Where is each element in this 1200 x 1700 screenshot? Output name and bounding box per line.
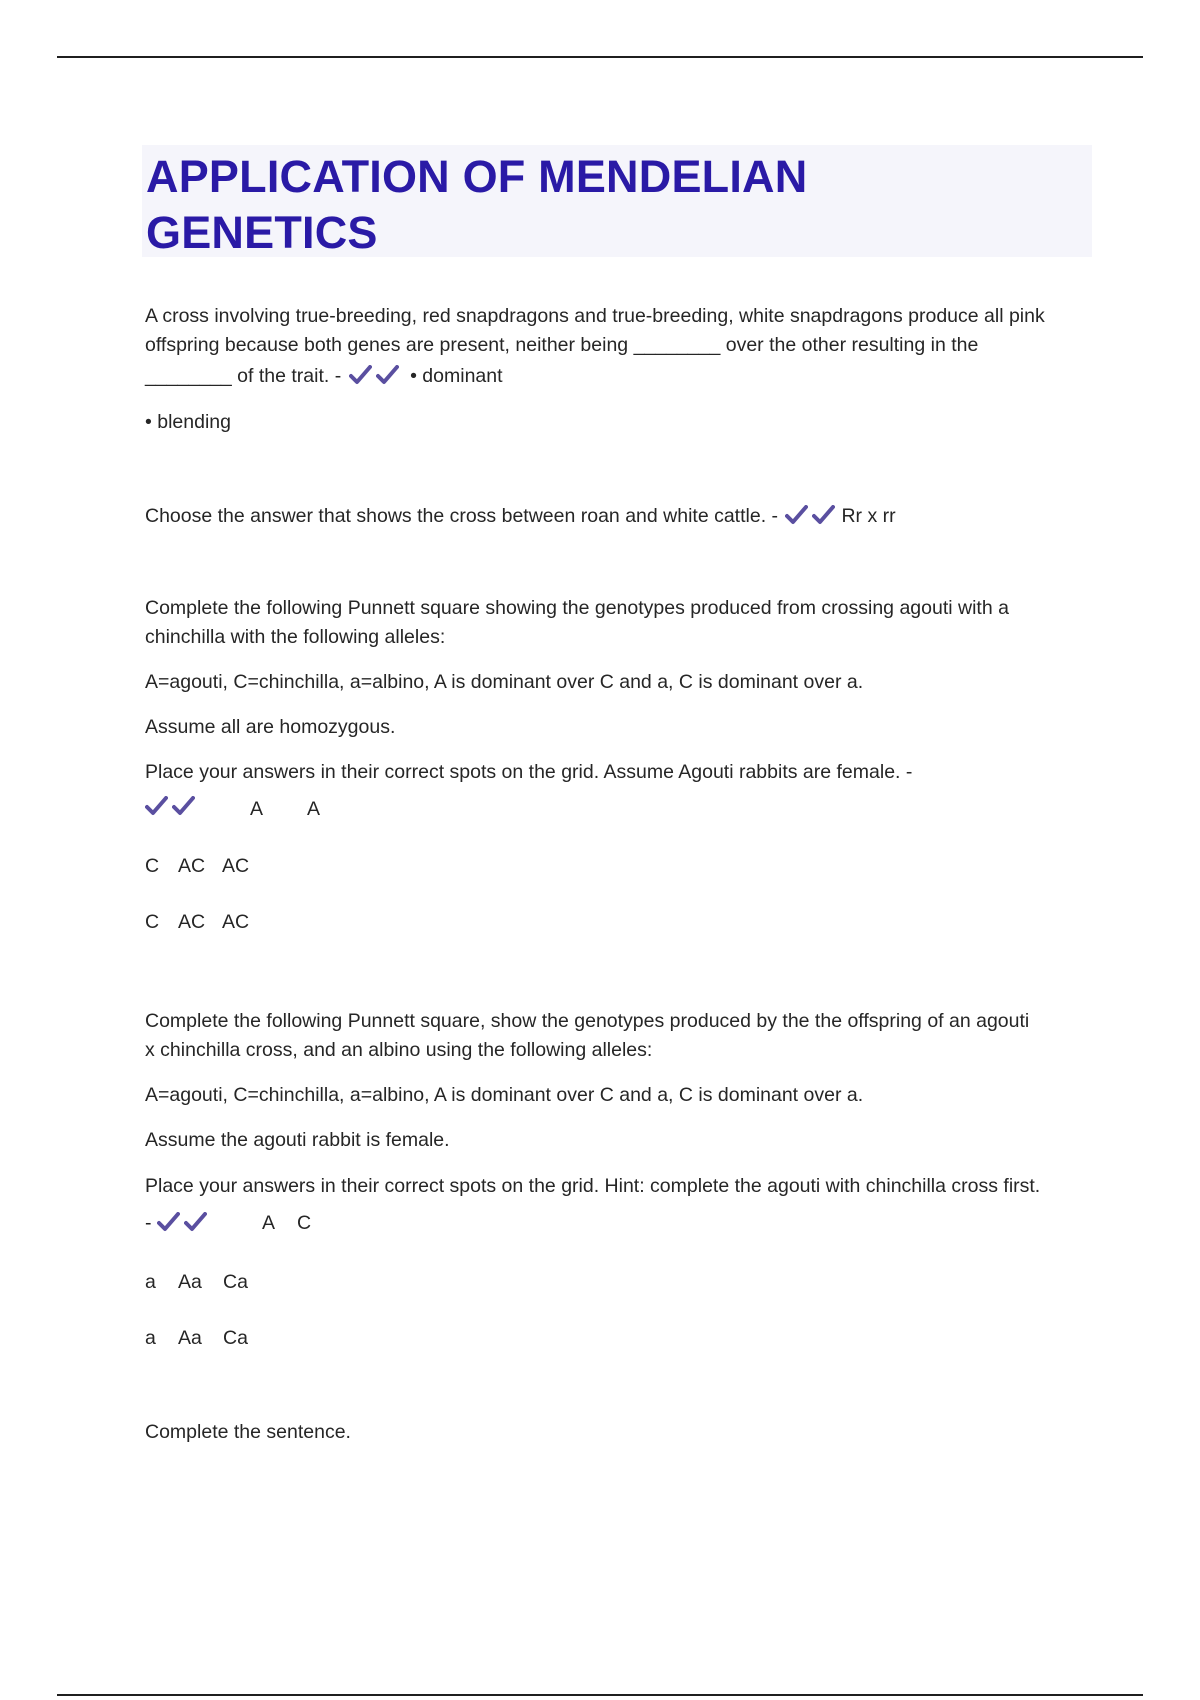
q4-line-2: x chinchilla cross, and an albino using the following alleles:	[145, 1039, 653, 1061]
q3-grid-cell: AC	[222, 855, 250, 877]
check-icon	[157, 1212, 180, 1232]
title-line-1: APPLICATION OF MENDELIAN	[146, 151, 808, 202]
q4-grid-cell: Ca	[223, 1327, 248, 1349]
q3-grid-row-label: C	[145, 855, 160, 877]
q1-line-1: A cross involving true-breeding, red snapdragons and true-breeding, white snapdragons produce all pink	[145, 305, 1045, 327]
q4-alleles: A=agouti, C=chinchilla, a=albino, A is dominant over C and a, C is dominant over a.	[145, 1084, 864, 1106]
q1-answer-2: • blending	[145, 411, 231, 433]
q4-grid-row-label: a	[145, 1327, 156, 1349]
check-icon	[184, 1212, 207, 1232]
q4-line-1: Complete the following Punnett square, show the genotypes produced by the the offspring of an agouti	[145, 1010, 1030, 1032]
q3-grid-cell: AC	[178, 855, 206, 877]
q3-assume: Assume all are homozygous.	[145, 716, 396, 738]
check-icon	[812, 505, 835, 525]
check-icon	[376, 365, 399, 385]
q4-grid-header: C	[297, 1212, 312, 1234]
q4-grid-cell: Aa	[178, 1271, 202, 1293]
q1-checks	[349, 362, 403, 391]
q3-alleles: A=agouti, C=chinchilla, a=albino, A is dominant over C and a, C is dominant over a.	[145, 671, 864, 693]
page-title	[142, 145, 1092, 261]
check-icon	[145, 796, 168, 816]
q3-line-1: Complete the following Punnett square showing the genotypes produced from crossing agouti with a	[145, 597, 1009, 619]
q1-line-3	[145, 362, 1090, 391]
q2-checks	[785, 502, 839, 531]
q1-line-2: offspring because both genes are present, neither being ________ over the other resulting in the	[145, 334, 979, 356]
check-icon	[172, 796, 195, 816]
top-rule	[57, 56, 1143, 58]
q3-grid-header: A	[307, 798, 321, 820]
q2-answer: Rr x rr	[841, 505, 896, 527]
q4-grid-cell: Ca	[223, 1271, 248, 1293]
q3-grid-cell: AC	[222, 911, 250, 933]
q3-instruction: Place your answers in their correct spots on the grid. Assume Agouti rabbits are female. -	[145, 761, 913, 783]
q1-line-3-prefix: ________ of the trait. -	[145, 365, 342, 387]
q3-line-2: chinchilla with the following alleles:	[145, 626, 446, 648]
q4-grid-row-label: a	[145, 1271, 156, 1293]
q4-assume: Assume the agouti rabbit is female.	[145, 1129, 450, 1151]
title-block	[142, 145, 1092, 257]
q2-prefix: Choose the answer that shows the cross between roan and white cattle. -	[145, 505, 779, 527]
q3-checks	[145, 796, 199, 818]
q2-line	[145, 502, 1090, 531]
q4-instruction: Place your answers in their correct spots on the grid. Hint: complete the agouti with chinchilla cross first.	[145, 1175, 1041, 1197]
check-icon	[785, 505, 808, 525]
q4-grid-header: A	[262, 1212, 276, 1234]
q3-grid-cell: AC	[178, 911, 206, 933]
check-icon	[349, 365, 372, 385]
q4-dash: -	[145, 1212, 152, 1234]
q3-grid-row-label: C	[145, 911, 160, 933]
title-line-2: GENETICS	[146, 207, 378, 258]
q5-text: Complete the sentence.	[145, 1421, 351, 1443]
q1-answer-1: • dominant	[410, 365, 503, 387]
q3-grid-header: A	[250, 798, 264, 820]
q4-grid-cell: Aa	[178, 1327, 202, 1349]
q4-checks	[145, 1210, 211, 1236]
bottom-rule	[57, 1694, 1143, 1696]
